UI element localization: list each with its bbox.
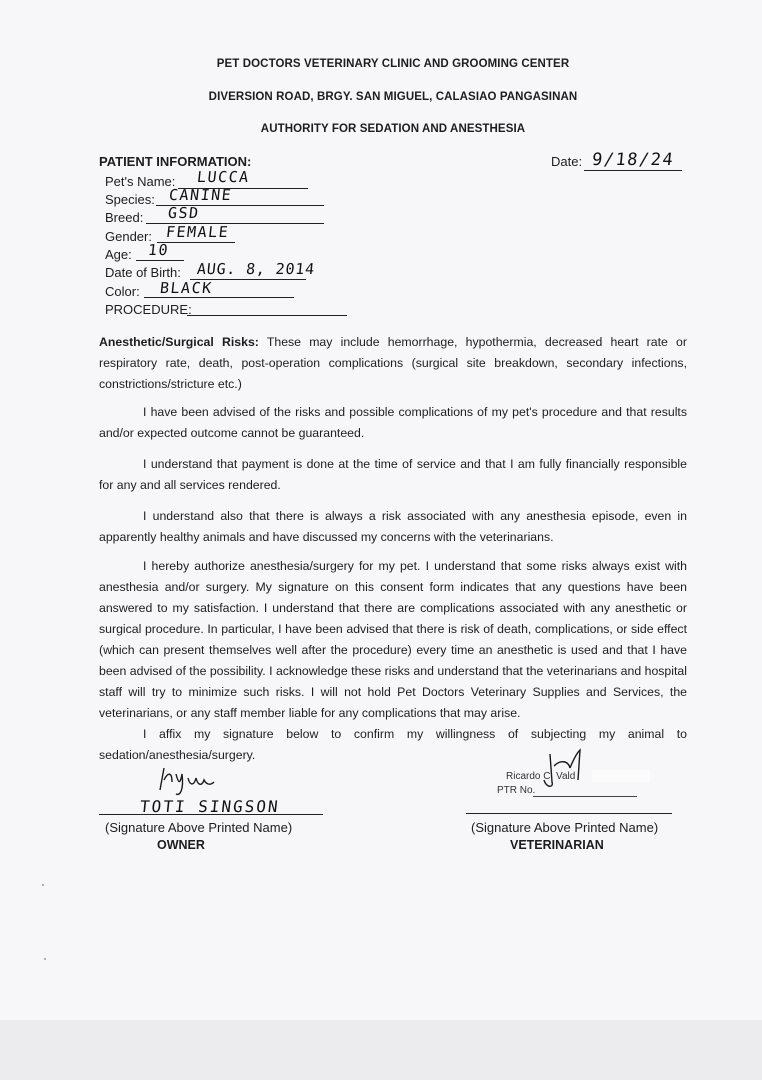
gender-value: FEMALE: [165, 223, 231, 241]
scan-speck: [42, 884, 44, 886]
paragraph-payment: [99, 454, 687, 496]
breed-value: GSD: [167, 204, 201, 222]
vet-stamp-ptr: PTR No.: [497, 785, 536, 796]
paragraph-risk-anesthesia-text: I understand also that there is always a risk associated with any anesthesia episode, even in apparently healthy animals and have discussed my concerns with the veterinarians.: [99, 509, 687, 544]
vet-caption: (Signature Above Printed Name): [471, 820, 659, 835]
paragraph-advised-text: I have been advised of the risks and possible complications of my pet's procedure and that results and/or expected outcome cannot be guaranteed.: [99, 405, 687, 440]
paragraph-authorize: [99, 556, 687, 724]
color-value: BLACK: [159, 279, 214, 297]
age-line: [136, 260, 184, 261]
paragraph-affix-text: I affix my signature below to confirm my willingness of subjecting my animal to sedation/anesthesia/surgery.: [99, 727, 687, 762]
owner-caption: (Signature Above Printed Name): [105, 820, 293, 835]
risks-text: These may include hemorrhage, hypothermia, decreased heart rate or respiratory rate, death, post-operation complications (surgical site breakdown, secondary infections, constrictions/stricture etc.): [99, 335, 687, 391]
form-title: AUTHORITY FOR SEDATION AND ANESTHESIA: [260, 123, 526, 135]
page-bottom-margin: [0, 1020, 762, 1080]
dob-value: AUG. 8, 2014: [196, 260, 316, 278]
redaction-patch: [592, 770, 650, 782]
gender-label: Gender:: [105, 229, 152, 244]
pet-name-value: LUCCA: [196, 168, 251, 186]
paragraph-authorize-text: I hereby authorize anesthesia/surgery for my pet. I understand that some risks always exist with anesthesia and/or surgery. My signature on this consent form indicates that any questions have been answered to my satisfaction. I understand that there are complications associated with any anesthetic or surgical procedure. In particular, I have been advised that there is risk of death, complications, or side effect (which can present themselves well after the procedure) every time an anesthetic is used and that I have been advised of the possibility. I acknowledge these risks and understand that the veterinarians and hospital staff will try to minimize such risks. I will not hold Pet Doctors Veterinary Supplies and Services, the veterinarians, or any staff member liable for any complications that may arise.: [99, 559, 687, 720]
vet-signature-line: [466, 813, 672, 814]
date-line: [584, 170, 682, 171]
risks-paragraph: [99, 332, 687, 395]
patient-info-title: PATIENT INFORMATION:: [99, 154, 252, 169]
paragraph-payment-text: I understand that payment is done at the time of service and that I am fully financially responsible for any and all services rendered.: [99, 457, 687, 492]
paragraph-advised: [99, 402, 687, 444]
color-label: Color:: [105, 284, 140, 299]
dob-label: Date of Birth:: [105, 265, 181, 280]
age-value: 10: [147, 241, 171, 259]
owner-printed-name: TOTI SINGSON: [139, 797, 281, 816]
paragraph-risk-anesthesia: [99, 506, 687, 548]
owner-signature: [150, 760, 240, 798]
breed-label: Breed:: [105, 210, 144, 225]
vet-role: VETERINARIAN: [510, 838, 604, 852]
owner-signature-line: [99, 814, 323, 815]
risks-label: Anesthetic/Surgical Risks:: [99, 335, 259, 349]
vet-signature: [530, 746, 600, 790]
procedure-label: PROCEDURE:: [105, 302, 192, 317]
vet-stamp-name: Ricardo C. Vald: [506, 771, 576, 782]
clinic-name: PET DOCTORS VETERINARY CLINIC AND GROOMING CENTER: [216, 58, 570, 70]
species-value: CANINE: [168, 186, 234, 204]
clinic-address: DIVERSION ROAD, BRGY. SAN MIGUEL, CALASIAO PANGASINAN: [208, 91, 578, 103]
procedure-line: [187, 315, 347, 316]
scan-speck: [44, 958, 46, 960]
color-line: [144, 297, 294, 298]
date-value: 9/18/24: [590, 150, 676, 170]
vet-stamp-ptr-line: [533, 796, 637, 797]
pet-name-label: Pet's Name:: [105, 174, 176, 189]
date-label: Date:: [551, 154, 583, 169]
species-label: Species:: [105, 192, 155, 207]
owner-role: OWNER: [157, 838, 205, 852]
age-label: Age:: [105, 247, 132, 262]
